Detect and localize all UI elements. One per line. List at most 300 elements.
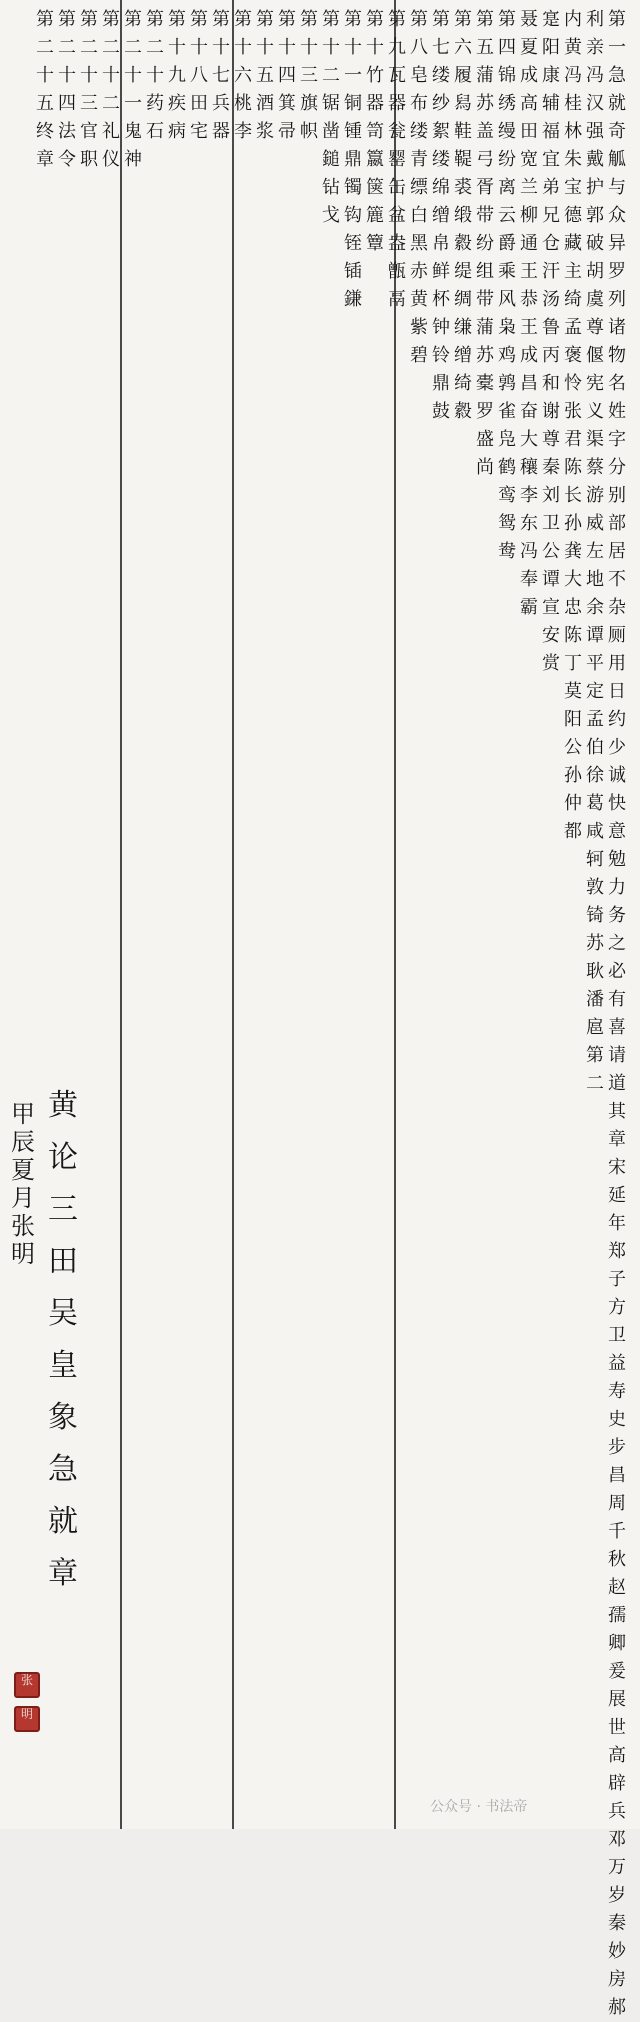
calligraphy-char: 辰 bbox=[11, 1128, 35, 1156]
calligraphy-char: 簏 bbox=[366, 205, 384, 226]
calligraphy-char: 约 bbox=[608, 709, 626, 730]
calligraphy-char: 鬲 bbox=[388, 289, 406, 310]
calligraphy-char: 兄 bbox=[542, 205, 560, 226]
calligraphy-char: 缣 bbox=[454, 317, 472, 338]
calligraphy-char: 二 bbox=[124, 37, 142, 58]
calligraphy-char: 其 bbox=[608, 1101, 626, 1122]
calligraphy-char: 簟 bbox=[366, 233, 384, 254]
calligraphy-char: 盆 bbox=[388, 205, 406, 226]
calligraphy-char: 十 bbox=[146, 65, 164, 86]
calligraphy-char: 鎌 bbox=[344, 289, 362, 310]
calligraphy-char: 恭 bbox=[520, 289, 538, 310]
calligraphy-char: 十 bbox=[36, 65, 54, 86]
calligraphy-char: 月 bbox=[11, 1184, 35, 1212]
calligraphy-char: 十 bbox=[102, 65, 120, 86]
calligraphy-char: 鼓 bbox=[432, 401, 450, 422]
calligraphy-char: 觚 bbox=[608, 149, 626, 170]
calligraphy-char: 九 bbox=[168, 65, 186, 86]
calligraphy-char: 务 bbox=[608, 905, 626, 926]
calligraphy-char: 少 bbox=[608, 737, 626, 758]
calligraphy-char: 辅 bbox=[542, 93, 560, 114]
calligraphy-char: 奇 bbox=[608, 121, 626, 142]
calligraphy-char: 八 bbox=[410, 37, 428, 58]
calligraphy-char: 第 bbox=[586, 1045, 604, 1066]
calligraphy-char: 赏 bbox=[542, 653, 560, 674]
calligraphy-char: 秦 bbox=[542, 457, 560, 478]
calligraphy-char: 大 bbox=[564, 569, 582, 590]
calligraphy-char: 三 bbox=[80, 93, 98, 114]
calligraphy-char: 亲 bbox=[586, 37, 604, 58]
calligraphy-char: 通 bbox=[520, 233, 538, 254]
calligraphy-char: 第 bbox=[234, 9, 252, 30]
calligraphy-char: 之 bbox=[608, 933, 626, 954]
calligraphy-char: 霸 bbox=[520, 597, 538, 618]
calligraphy-char: 甲 bbox=[11, 1100, 35, 1128]
calligraphy-char: 步 bbox=[608, 1437, 626, 1458]
calligraphy-char: 锯 bbox=[322, 93, 340, 114]
calligraphy-char: 鸾 bbox=[498, 485, 516, 506]
calligraphy-char: 郑 bbox=[608, 1241, 626, 1262]
calligraphy-char: 朱 bbox=[564, 149, 582, 170]
calligraphy-char: 弟 bbox=[542, 177, 560, 198]
calligraphy-char: 锦 bbox=[498, 65, 516, 86]
calligraphy-char: 宣 bbox=[542, 597, 560, 618]
calligraphy-char: 石 bbox=[146, 121, 164, 142]
calligraphy-char: 宜 bbox=[542, 149, 560, 170]
calligraphy-char: 秦 bbox=[608, 1913, 626, 1934]
calligraphy-char: 十 bbox=[168, 37, 186, 58]
calligraphy-char: 伯 bbox=[586, 737, 604, 758]
calligraphy-char: 福 bbox=[542, 121, 560, 142]
calligraphy-char: 林 bbox=[564, 121, 582, 142]
calligraphy-char: 缶 bbox=[388, 177, 406, 198]
calligraphy-char: 宝 bbox=[564, 177, 582, 198]
calligraphy-char: 缎 bbox=[454, 205, 472, 226]
calligraphy-char: 絮 bbox=[432, 121, 450, 142]
calligraphy-char: 仓 bbox=[542, 233, 560, 254]
calligraphy-char: 义 bbox=[586, 401, 604, 422]
calligraphy-char: 意 bbox=[608, 821, 626, 842]
calligraphy-char: 藏 bbox=[564, 233, 582, 254]
calligraphy-char: 鼎 bbox=[432, 373, 450, 394]
calligraphy-char: 孟 bbox=[564, 317, 582, 338]
calligraphy-char: 青 bbox=[410, 149, 428, 170]
text-column bbox=[232, 6, 254, 146]
calligraphy-char: 字 bbox=[608, 429, 626, 450]
calligraphy-char: 三 bbox=[300, 65, 318, 86]
text-column bbox=[254, 6, 276, 146]
calligraphy-char: 浆 bbox=[256, 121, 274, 142]
text-column bbox=[34, 6, 56, 174]
calligraphy-char: 万 bbox=[608, 1857, 626, 1878]
calligraphy-char: 蒲 bbox=[476, 317, 494, 338]
calligraphy-char: 笥 bbox=[366, 121, 384, 142]
calligraphy-char: 大 bbox=[520, 429, 538, 450]
calligraphy-char: 与 bbox=[608, 177, 626, 198]
calligraphy-char: 宽 bbox=[520, 149, 538, 170]
calligraphy-char: 张 bbox=[11, 1212, 35, 1240]
calligraphy-char: 一 bbox=[124, 93, 142, 114]
calligraphy-char: 礼 bbox=[102, 121, 120, 142]
calligraphy-char: 宋 bbox=[608, 1157, 626, 1178]
calligraphy-char: 第 bbox=[344, 9, 362, 30]
calligraphy-char: 锜 bbox=[586, 905, 604, 926]
calligraphy-char: 部 bbox=[608, 513, 626, 534]
calligraphy-char: 喜 bbox=[608, 1017, 626, 1038]
calligraphy-char: 谭 bbox=[586, 625, 604, 646]
calligraphy-char: 鬼 bbox=[124, 121, 142, 142]
calligraphy-char: 鸳 bbox=[498, 513, 516, 534]
calligraphy-char: 竹 bbox=[366, 65, 384, 86]
calligraphy-char: 纷 bbox=[498, 149, 516, 170]
calligraphy-char: 苏 bbox=[476, 345, 494, 366]
calligraphy-char: 爵 bbox=[498, 233, 516, 254]
text-column bbox=[78, 6, 100, 174]
calligraphy-char: 高 bbox=[608, 1745, 626, 1766]
calligraphy-char: 苏 bbox=[476, 93, 494, 114]
calligraphy-char: 缯 bbox=[432, 205, 450, 226]
text-column bbox=[320, 6, 342, 230]
calligraphy-char: 器 bbox=[366, 93, 384, 114]
calligraphy-char: 一 bbox=[608, 37, 626, 58]
calligraphy-char: 谭 bbox=[542, 569, 560, 590]
calligraphy-char: 绮 bbox=[454, 373, 472, 394]
calligraphy-char: 二 bbox=[322, 65, 340, 86]
calligraphy-char: 邓 bbox=[608, 1829, 626, 1850]
calligraphy-char: 白 bbox=[410, 205, 428, 226]
calligraphy-char: 岁 bbox=[608, 1885, 626, 1906]
calligraphy-char: 第 bbox=[410, 9, 428, 30]
calligraphy-char: 厕 bbox=[608, 625, 626, 646]
column-divider bbox=[232, 0, 234, 1829]
calligraphy-char: 破 bbox=[586, 233, 604, 254]
calligraphy-char: 缯 bbox=[454, 345, 472, 366]
calligraphy-char: 兰 bbox=[520, 177, 538, 198]
calligraphy-char: 潘 bbox=[586, 989, 604, 1010]
text-column bbox=[606, 6, 628, 2022]
calligraphy-char: 孺 bbox=[608, 1605, 626, 1626]
calligraphy-char: 枭 bbox=[498, 317, 516, 338]
calligraphy-char: 平 bbox=[586, 653, 604, 674]
calligraphy-char: 象 bbox=[48, 1400, 78, 1435]
calligraphy-char: 宪 bbox=[586, 373, 604, 394]
calligraphy-char: 皇 bbox=[48, 1348, 78, 1383]
calligraphy-char: 罗 bbox=[608, 261, 626, 282]
calligraphy-char: 忠 bbox=[564, 597, 582, 618]
calligraphy-char: 旗 bbox=[300, 93, 318, 114]
calligraphy-char: 勉 bbox=[608, 849, 626, 870]
calligraphy-char: 汗 bbox=[542, 261, 560, 282]
calligraphy-char: 利 bbox=[586, 9, 604, 30]
calligraphy-char: 内 bbox=[564, 9, 582, 30]
calligraphy-char: 高 bbox=[520, 93, 538, 114]
calligraphy-char: 昌 bbox=[608, 1465, 626, 1486]
calligraphy-char: 十 bbox=[212, 37, 230, 58]
calligraphy-char: 二 bbox=[36, 37, 54, 58]
calligraphy-char: 地 bbox=[586, 569, 604, 590]
date-signature-column bbox=[6, 1100, 40, 1268]
calligraphy-char: 橐 bbox=[476, 373, 494, 394]
calligraphy-char: 虞 bbox=[586, 289, 604, 310]
calligraphy-char: 田 bbox=[190, 93, 208, 114]
calligraphy-char: 令 bbox=[58, 149, 76, 170]
calligraphy-char: 五 bbox=[476, 37, 494, 58]
calligraphy-char: 爰 bbox=[608, 1661, 626, 1682]
calligraphy-char: 四 bbox=[58, 93, 76, 114]
calligraphy-char: 汉 bbox=[586, 93, 604, 114]
calligraphy-char: 丙 bbox=[542, 345, 560, 366]
calligraphy-char: 缦 bbox=[498, 121, 516, 142]
calligraphy-char: 第 bbox=[146, 9, 164, 30]
calligraphy-char: 孙 bbox=[564, 513, 582, 534]
calligraphy-char: 田 bbox=[520, 121, 538, 142]
calligraphy-char: 葛 bbox=[586, 793, 604, 814]
calligraphy-char: 第 bbox=[168, 9, 186, 30]
calligraphy-char: 用 bbox=[608, 653, 626, 674]
calligraphy-char: 二 bbox=[586, 1073, 604, 1094]
calligraphy-char: 云 bbox=[498, 205, 516, 226]
calligraphy-char: 黄 bbox=[564, 37, 582, 58]
calligraphy-char: 十 bbox=[322, 37, 340, 58]
calligraphy-char: 寔 bbox=[542, 9, 560, 30]
calligraphy-char: 柳 bbox=[520, 205, 538, 226]
calligraphy-char: 瓮 bbox=[388, 121, 406, 142]
calligraphy-char: 第 bbox=[190, 9, 208, 30]
calligraphy-char: 职 bbox=[80, 149, 98, 170]
calligraphy-char: 就 bbox=[48, 1504, 78, 1539]
calligraphy-char: 八 bbox=[190, 65, 208, 86]
calligraphy-char: 周 bbox=[608, 1493, 626, 1514]
calligraphy-char: 渠 bbox=[586, 429, 604, 450]
calligraphy-char: 钩 bbox=[344, 205, 362, 226]
calligraphy-char: 日 bbox=[608, 681, 626, 702]
calligraphy-char: 縠 bbox=[454, 401, 472, 422]
calligraphy-char: 钻 bbox=[322, 177, 340, 198]
calligraphy-char: 仪 bbox=[102, 149, 120, 170]
text-column bbox=[364, 6, 386, 258]
calligraphy-char: 第 bbox=[256, 9, 274, 30]
calligraphy-char: 宅 bbox=[190, 121, 208, 142]
calligraphy-char: 病 bbox=[168, 121, 186, 142]
calligraphy-char: 铃 bbox=[432, 345, 450, 366]
calligraphy-char: 鞋 bbox=[454, 121, 472, 142]
calligraphy-char: 子 bbox=[608, 1269, 626, 1290]
calligraphy-char: 五 bbox=[36, 93, 54, 114]
calligraphy-char: 鲁 bbox=[542, 317, 560, 338]
calligraphy-char: 十 bbox=[58, 65, 76, 86]
calligraphy-char: 年 bbox=[608, 1213, 626, 1234]
calligraphy-char: 第 bbox=[608, 9, 626, 30]
calligraphy-char: 偃 bbox=[586, 345, 604, 366]
calligraphy-char: 缇 bbox=[454, 261, 472, 282]
calligraphy-char: 罗 bbox=[476, 401, 494, 422]
calligraphy-char: 仲 bbox=[564, 793, 582, 814]
calligraphy-char: 张 bbox=[564, 401, 582, 422]
calligraphy-char: 三 bbox=[48, 1192, 78, 1227]
calligraphy-char: 第 bbox=[80, 9, 98, 30]
calligraphy-char: 益 bbox=[608, 1353, 626, 1374]
calligraphy-char: 鸯 bbox=[498, 541, 516, 562]
calligraphy-char: 不 bbox=[608, 569, 626, 590]
calligraphy-char: 夏 bbox=[11, 1156, 35, 1184]
calligraphy-char: 缕 bbox=[410, 121, 428, 142]
calligraphy-char: 敦 bbox=[586, 877, 604, 898]
calligraphy-char: 长 bbox=[564, 485, 582, 506]
calligraphy-char: 苏 bbox=[586, 933, 604, 954]
calligraphy-char: 论 bbox=[48, 1140, 78, 1175]
calligraphy-char: 寿 bbox=[608, 1381, 626, 1402]
calligraphy-char: 盖 bbox=[476, 121, 494, 142]
calligraphy-char: 戈 bbox=[322, 205, 340, 226]
calligraphy-char: 冯 bbox=[586, 65, 604, 86]
calligraphy-char: 第 bbox=[36, 9, 54, 30]
calligraphy-char: 游 bbox=[586, 485, 604, 506]
calligraphy-char: 千 bbox=[608, 1521, 626, 1542]
calligraphy-char: 请 bbox=[608, 1045, 626, 1066]
text-column bbox=[408, 6, 430, 370]
calligraphy-char: 皂 bbox=[410, 65, 428, 86]
calligraphy-char: 卫 bbox=[542, 513, 560, 534]
calligraphy-char: 镯 bbox=[344, 177, 362, 198]
column-divider bbox=[120, 0, 122, 1829]
calligraphy-char: 纱 bbox=[432, 93, 450, 114]
calligraphy-char: 绵 bbox=[432, 177, 450, 198]
calligraphy-char: 怜 bbox=[564, 373, 582, 394]
text-column bbox=[584, 6, 606, 1098]
calligraphy-char: 莫 bbox=[564, 681, 582, 702]
calligraphy-char: 舄 bbox=[454, 93, 472, 114]
calligraphy-char: 钟 bbox=[432, 317, 450, 338]
calligraphy-char: 凿 bbox=[322, 121, 340, 142]
calligraphy-char: 聂 bbox=[520, 9, 538, 30]
calligraphy-char: 缥 bbox=[410, 177, 428, 198]
calligraphy-char: 李 bbox=[234, 121, 252, 142]
calligraphy-char: 赤 bbox=[410, 261, 428, 282]
calligraphy-char: 二 bbox=[102, 37, 120, 58]
calligraphy-char: 道 bbox=[608, 1073, 626, 1094]
text-column bbox=[100, 6, 122, 174]
calligraphy-char: 冯 bbox=[520, 541, 538, 562]
calligraphy-char: 章 bbox=[608, 1129, 626, 1150]
calligraphy-char: 五 bbox=[256, 65, 274, 86]
text-column bbox=[188, 6, 210, 146]
text-column bbox=[562, 6, 584, 846]
calligraphy-char: 都 bbox=[564, 821, 582, 842]
text-column bbox=[496, 6, 518, 566]
calligraphy-char: 甑 bbox=[388, 261, 406, 282]
calligraphy-char: 二 bbox=[80, 37, 98, 58]
calligraphy-char: 十 bbox=[124, 65, 142, 86]
calligraphy-char: 第 bbox=[300, 9, 318, 30]
red-seal-top: 张 bbox=[14, 1672, 40, 1698]
calligraphy-char: 列 bbox=[608, 289, 626, 310]
calligraphy-char: 盛 bbox=[476, 429, 494, 450]
calligraphy-char: 尊 bbox=[542, 429, 560, 450]
text-column bbox=[298, 6, 320, 146]
calligraphy-char: 余 bbox=[586, 597, 604, 618]
calligraphy-char: 东 bbox=[520, 513, 538, 534]
calligraphy-char: 蔡 bbox=[586, 457, 604, 478]
calligraphy-char: 六 bbox=[234, 65, 252, 86]
calligraphy-char: 第 bbox=[476, 9, 494, 30]
calligraphy-char: 第 bbox=[124, 9, 142, 30]
calligraphy-char: 带 bbox=[476, 289, 494, 310]
calligraphy-char: 方 bbox=[608, 1297, 626, 1318]
calligraphy-char: 第 bbox=[388, 9, 406, 30]
calligraphy-char: 力 bbox=[608, 877, 626, 898]
calligraphy-char: 居 bbox=[608, 541, 626, 562]
calligraphy-char: 诚 bbox=[608, 765, 626, 786]
calligraphy-char: 阳 bbox=[542, 37, 560, 58]
calligraphy-char: 十 bbox=[190, 37, 208, 58]
calligraphy-char: 缕 bbox=[432, 65, 450, 86]
calligraphy-char: 组 bbox=[476, 261, 494, 282]
calligraphy-char: 绸 bbox=[454, 289, 472, 310]
calligraphy-char: 延 bbox=[608, 1185, 626, 1206]
calligraphy-char: 黑 bbox=[410, 233, 428, 254]
calligraphy-char: 安 bbox=[542, 625, 560, 646]
calligraphy-char: 胡 bbox=[586, 261, 604, 282]
calligraphy-char: 扈 bbox=[586, 1017, 604, 1038]
calligraphy-char: 有 bbox=[608, 989, 626, 1010]
calligraphy-char: 纷 bbox=[476, 233, 494, 254]
calligraphy-char: 帜 bbox=[300, 121, 318, 142]
calligraphy-char: 十 bbox=[256, 37, 274, 58]
calligraphy-char: 戴 bbox=[586, 149, 604, 170]
calligraphy-char: 姓 bbox=[608, 401, 626, 422]
calligraphy-char: 左 bbox=[586, 541, 604, 562]
calligraphy-char: 鹤 bbox=[498, 457, 516, 478]
watermark-text: 公众号 · 书法帝 bbox=[430, 1799, 528, 1815]
calligraphy-char: 二 bbox=[58, 37, 76, 58]
calligraphy-char: 物 bbox=[608, 345, 626, 366]
calligraphy-char: 十 bbox=[344, 37, 362, 58]
calligraphy-char: 鲜 bbox=[432, 261, 450, 282]
text-column bbox=[210, 6, 232, 146]
calligraphy-char: 展 bbox=[608, 1689, 626, 1710]
calligraphy-char: 孟 bbox=[586, 709, 604, 730]
text-column bbox=[430, 6, 452, 426]
calligraphy-char: 乘 bbox=[498, 261, 516, 282]
text-column bbox=[342, 6, 364, 314]
calligraphy-char: 龚 bbox=[564, 541, 582, 562]
calligraphy-char: 王 bbox=[520, 317, 538, 338]
calligraphy-char: 锸 bbox=[344, 261, 362, 282]
calligraphy-char: 刘 bbox=[542, 485, 560, 506]
calligraphy-char: 桂 bbox=[564, 93, 582, 114]
calligraphy-char: 铜 bbox=[344, 93, 362, 114]
calligraphy-char: 鹑 bbox=[498, 373, 516, 394]
calligraphy-char: 法 bbox=[58, 121, 76, 142]
calligraphy-char: 绣 bbox=[498, 93, 516, 114]
calligraphy-char: 铚 bbox=[344, 233, 362, 254]
calligraphy-char: 帚 bbox=[278, 121, 296, 142]
text-column bbox=[56, 6, 78, 174]
text-column bbox=[540, 6, 562, 678]
calligraphy-char: 必 bbox=[608, 961, 626, 982]
calligraphy-char: 黄 bbox=[48, 1088, 78, 1123]
calligraphy-char: 箧 bbox=[366, 177, 384, 198]
calligraphy-char: 罂 bbox=[388, 149, 406, 170]
calligraphy-char: 一 bbox=[344, 65, 362, 86]
calligraphy-char: 十 bbox=[234, 37, 252, 58]
calligraphy-char: 郝 bbox=[608, 1997, 626, 2018]
calligraphy-char: 二 bbox=[146, 37, 164, 58]
calligraphy-char: 丁 bbox=[564, 653, 582, 674]
calligraphy-char: 官 bbox=[80, 121, 98, 142]
calligraphy-char: 疾 bbox=[168, 93, 186, 114]
calligraphy-char: 黄 bbox=[410, 289, 428, 310]
